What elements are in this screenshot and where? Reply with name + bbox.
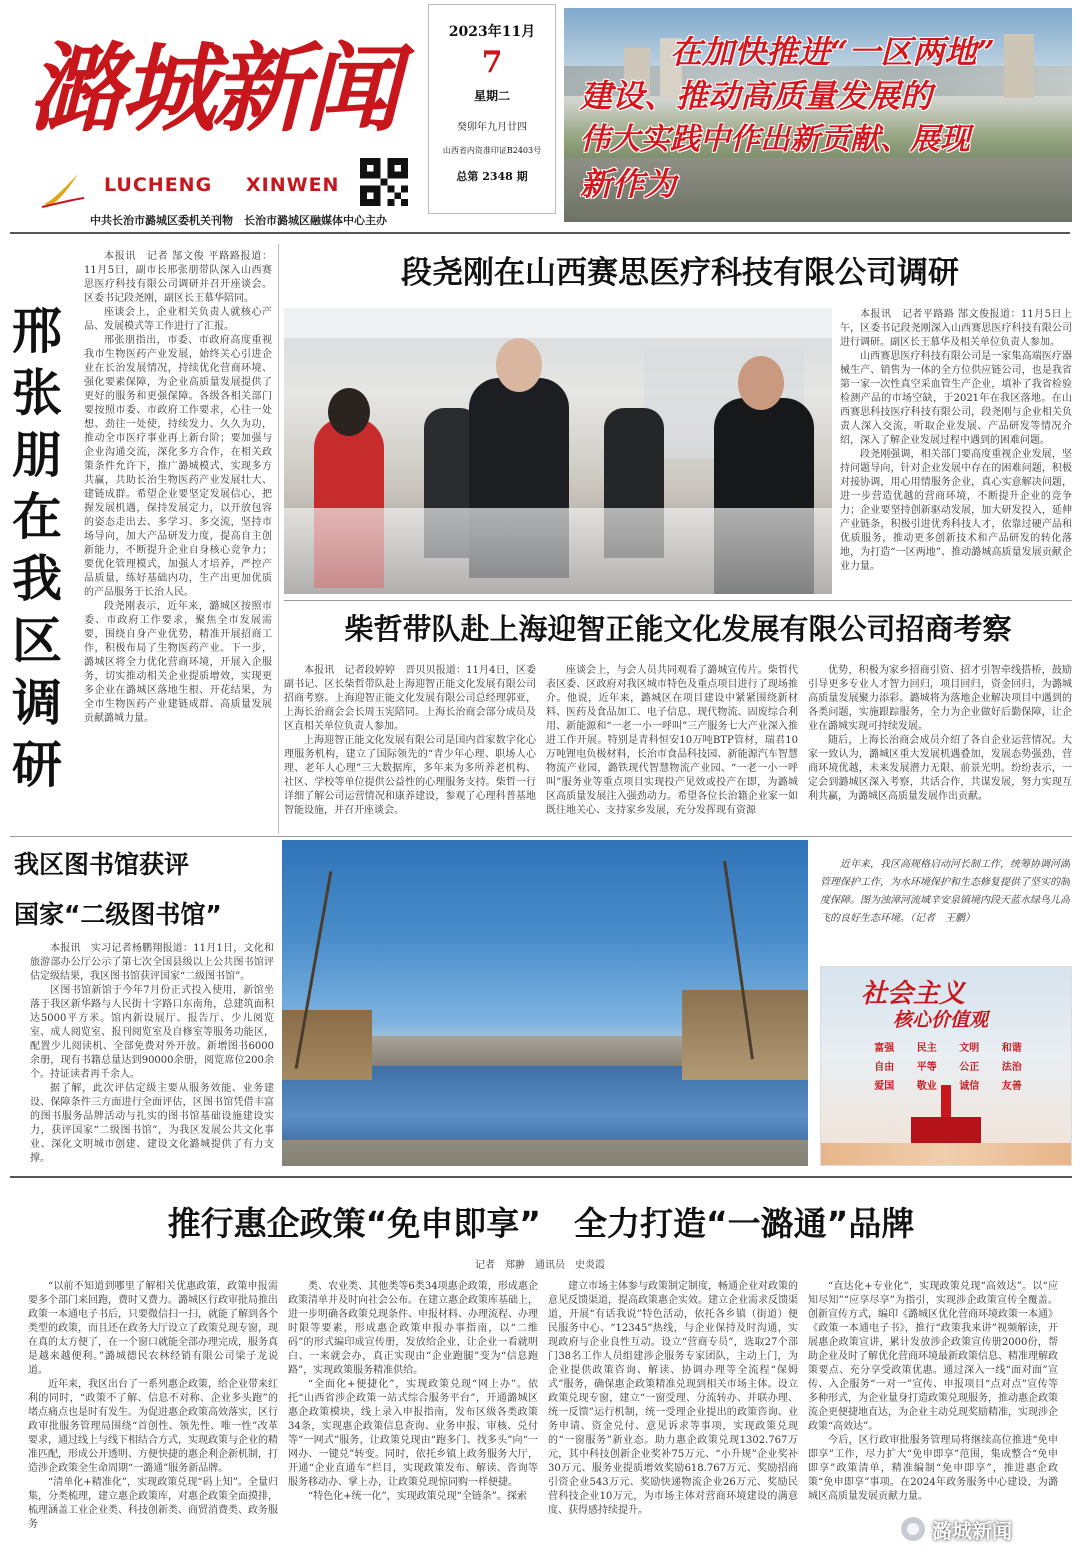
column-divider — [278, 244, 279, 834]
article-bottom-paragraph: 建立市场主体参与政策制定制度，畅通企业对政策的意见反馈渠道，提高政策惠企实效。建立企业需求反馈渠道，开展“有话我说”特色活动，依托各乡镇（街道）便民服务中心、“12345”热线，与企业保持及时沟通，实现政府与企业良性互动。设立“营商专员”，选取27个部门38名工作人员组建涉企服务专家团队，主动上门，为企业提供政策咨询、解读、协调办理等全流程“保姆式”服务，确保惠企政策精准兑现到相关市场主体。设立政策兑现专窗，建立“一窗受理、分流转办、并联办理、统一反馈”运行机制，统一受理企业提出的政策咨询、业务申请、资金兑付、意见诉求等事项，实现政策兑现的“一窗服务”新业态。助力惠企政策兑现1302.767万元，其中科技创新企业奖补75万元、“小升规”企业奖补30万元、服务业提质增效奖励618.767万元、奖励招商引资企业543万元、奖励快递物流企业26万元、奖励民营科技企业10万元，为市场主体对营商环境建设的满意度、获得感持续提升。 — [548, 1281, 798, 1516]
article-left-paragraph: 座谈会上，企业相关负责人就核心产品、发展模式等工作进行了汇报。 — [84, 307, 272, 332]
article-bottom-headline: 推行惠企政策“免申即享” 全力打造“一潞通”品牌 — [167, 1204, 915, 1243]
banner-line-3: 伟大实践中作出新贡献、展现 — [580, 122, 970, 157]
article-bottom-byline: 记者 郑翀 通讯员 史炎霞 — [475, 1260, 605, 1271]
core-value-word: 爱国 — [874, 1081, 895, 1092]
masthead-divider — [10, 232, 1070, 234]
article-left-body — [84, 250, 272, 830]
banner-slogan — [580, 30, 1070, 206]
core-values-poster — [820, 966, 1072, 1166]
article-chai-col-2 — [546, 664, 798, 832]
date-box — [428, 4, 556, 214]
core-value-word: 文明 — [959, 1043, 980, 1054]
watermark — [900, 1512, 1070, 1546]
article-duan-photo — [284, 308, 832, 594]
banner-line-4: 新作为 — [580, 165, 677, 203]
masthead-sponsor: 中共长治市潞城区委机关刊物 长治市潞城区融媒体中心主办 — [90, 214, 387, 227]
article-chai-col-3 — [808, 664, 1072, 832]
article-left-headline: 邢张朋在我区调研 — [12, 302, 62, 794]
article-left-paragraph: 本报讯 记者 郜文俊 平路路报道：11月5日，副市长邢张朋带队深入山西赛思医疗科技有限公司调研并召开座谈会。区委书记段尧刚，副区长王慕华陪同。 — [84, 251, 272, 304]
date-day: 7 — [481, 45, 503, 80]
article-bottom-paragraph: “以前不知道到哪里了解相关优惠政策，政策申报需要多个部门来回跑，费时又费力。潞城区行政审批局推出政策一本通电子书后，只要微信扫一扫，就能了解到各个类型的政策，而且还在政务大厅设立了政策兑现专窗，现在真的太方便了，在一个窗口就能全部办理完成，服务真是越来越便利。”潞城德民农林经销有限公司梁子龙说道。 — [28, 1281, 278, 1376]
article-library-headline-line-2: 国家“二级图书馆” — [14, 900, 222, 929]
article-bottom-paragraph: 今后，区行政审批服务管理局将继续高位推进“免申即享”工作，尽力扩大“免申即享”范围，集成整合“免申即享”政策清单，精准编制“免申即享”，推进惠企政策“免申即享”事项。在2024年政务服务中心建设，为潞城区高质量发展贡献力量。 — [808, 1435, 1058, 1502]
masthead-pinyin-right: XINWEN — [246, 174, 340, 196]
article-chai-col-1 — [284, 664, 536, 832]
article-duan-paragraph: 本报讯 记者平路路 郜文俊报道：11月5日上午，区委书记段尧刚深入山西赛思医疗科技有限公司进行调研。副区长王慕华及相关单位负责人参加。 — [840, 309, 1072, 348]
article-library-headline — [14, 840, 274, 940]
article-left-paragraph: 邢张朋指出，市委、市政府高度重视我市生物医药产业发展，始终关心引进企业在长治发展情况，持续优化营商环境、强化要素保障，为企业高质量发展提供了更好的服务和更强保障。各级各相关部门要按照市委、市政府工作要求，心往一处想、劲往一处使，持续发力、久久为功，推动全市医疗事业再上新台阶；要加强与企业沟通交流，深化多方合作，在相关政策条件允许下，推广潞城模式，实现多方共赢，共助长治生物医药产业发展壮大、建链成群。希望企业要坚定发展信心，把握发展机遇，保持发展定力，以开放包容的姿态走出去、多学习、多交流，坚持市场导向，加大产品研发力度，提高自主创新能力，不断提升企业自身核心竞争力；要优化管理模式，加强人才培养，严控产品质量，练好基础内功，生产出更加优质的产品服务于长治人民。 — [84, 335, 272, 598]
article-bottom-col-4 — [808, 1280, 1058, 1548]
masthead-pinyin-left: LUCHENG — [104, 174, 213, 196]
core-value-word: 自由 — [874, 1062, 895, 1073]
section-divider — [284, 600, 1072, 601]
article-bottom-paragraph: “特色化+统一化”，实现政策兑现“全链条”。探索 — [308, 1491, 527, 1502]
masthead-title: 潞城新闻 — [28, 32, 396, 145]
core-value-word: 和谐 — [1001, 1043, 1022, 1054]
core-value-word: 公正 — [959, 1062, 980, 1073]
article-library-paragraph: 本报讯 实习记者杨鹏翔报道：11月1日，文化和旅游部办公厅公示了第七次全国县级以上公共图书馆评估定级结果，我区图书馆获评国家“二级图书馆”。 — [30, 943, 274, 982]
date-weekday: 星期二 — [473, 89, 510, 103]
core-value-word: 法治 — [1001, 1062, 1022, 1073]
core-value-word: 敬业 — [916, 1081, 937, 1092]
article-bottom-paragraph: 类、农业类、其他类等6类34项惠企政策，形成惠企政策清单并及时向社会公布。在建立惠企政策库基础上，进一步明确各政策兑现条件、申报材料、办理流程、办理时限等要素，形成惠企政策申报办事指南，以“二维码”的形式编印成宣传册，发放给企业，让企业一看就明白、一来就会办，真正实现由“企业跑腿”变为“信息跑路”，实现政策服务精准供给。 — [288, 1281, 538, 1376]
article-duan-headline: 段尧刚在山西赛思医疗科技有限公司调研 — [401, 255, 959, 291]
article-duan-paragraph: 段尧刚强调，相关部门要高度重视企业发展，坚持问题导向，针对企业发展中存在的困难问题，积极对接协调，用心用情服务企业，真心实意解决问题，进一步营造优越的营商环境，不断提升企业的竞争力；企业要坚持创新驱动发展，加大研发投入，延伸产业链条，积极引进优秀科技人才，依靠过硬产品和优质服务，推动更多创新技术和产品研发的转化落地，为打造“一区两地”、推动潞城高质量发展贡献企业力量。 — [840, 449, 1072, 572]
masthead — [0, 0, 1080, 232]
banner-line-1: 在加快推进“一区两地” — [670, 33, 995, 71]
watermark-text: 潞城新闻 — [932, 1518, 1012, 1543]
core-values-title-1: 社会主义 — [861, 979, 966, 1009]
article-chai-paragraph: 随后，上海长治商会成员介绍了各自企业运营情况。大家一致认为，潞城区重大发展机遇叠加，发展态势强劲，营商环境优越，未来发展潜力无限、前景光明。纷纷表示，一定会到潞城区深入考察，共话合作，共谋发展，努力实现互利共赢，为潞城区高质量发展作出贡献。 — [808, 735, 1072, 802]
date-lunar: 癸卯年九月廿四 — [457, 122, 527, 133]
watermark-icon — [900, 1516, 926, 1542]
article-duan-paragraph: 山西赛思医疗科技有限公司是一家集高端医疗器械生产、销售为一体的全方位供应链公司，也是我省第一家一次性真空采血管生产企业，填补了我省检验检测产品的市场空缺，于2021年在我区落地。在山西赛思科技医疗科技有限公司，段尧刚与企业相关负责人深入交流，听取企业发展、产品研发等情况介绍，深入了解企业发展过程中遇到的困难问题。 — [840, 351, 1072, 446]
core-value-word: 平等 — [916, 1062, 937, 1073]
article-bottom-paragraph: “清单化+精准化”，实现政策兑现“码上知”。全量归集，分类梳理，建立惠企政策库，对惠企政策全面摸排，梳理涵盖工业企业类、科技创新类、商贸消费类、政务服务 — [28, 1477, 278, 1530]
article-bottom-paragraph: 近年来，我区出台了一系列惠企政策，给企业带来红利的同时，“政策不了解、信息不对称、企业多头跑”的堵点痛点也是时有发生。为促进惠企政策高效落实，区行政审批服务管理局围绕“首创性、领先性、唯一性”改革要求，通过线上与线下相结合方式，实现政策与企业的精准匹配，形成公开透明、方便快捷的惠企利企新机制，打造涉企政策全生命周期“一潞通”服务新品牌。 — [28, 1379, 278, 1474]
qr-code-icon — [360, 158, 408, 206]
issue-number: 总第 2348 期 — [456, 170, 528, 183]
photo-caption: 近年来，我区高规格启动河长制工作，统筹协调河湖管理保护工作，为水环境保护和生态修复提供了坚实的制度保障。图为浊漳河流域辛安泉镇境内段天蓝水绿鸟儿高飞的良好生态环境。（记者 王鹏） — [820, 859, 1070, 924]
article-chai-paragraph: 上海迎智正能文化发展有限公司是国内首家数字化心理服务机构，建立了国际领先的“青少年心理、职场人心理、老年人心理”三大数据库，多年来为多所养老机构、社区、学校等单位提供公益性的心理服务支持。柴哲一行详细了解公司运营情况和康养建设，参观了心理科普基地智能设施，并召开座谈会。 — [284, 735, 536, 816]
article-bottom-paragraph: “直达化+专业化”，实现政策兑现“高效达”。以“应知尽知”“应享尽享”为指引，实现涉企政策宣传全覆盖。创新宣传方式，编印《潞城区优化营商环境政策一本通》《政策一本通电子书》，推行“政策我来讲”视频解读，开展惠企政策宣讲，累计发放涉企政策宣传册2000份，帮助企业及时了解优化营商环境最新政策信息、精准理解政策要点、充分享受政策优惠。通过深入一线“面对面”宣传、入企服务“一对一”宣传、申报项目“点对点”宣传等多种形式，为企业量身打造政策兑现服务，推动惠企政策流企更便捷地直达，为企业主动兑现奖励精准，实现涉企政策“高效达”。 — [808, 1281, 1058, 1432]
article-library-paragraph: 据了解，此次评估定级主要从服务效能、业务建设、保障条件三方面进行全面评估，区图书馆凭借丰富的图书服务品牌活动与扎实的图书馆基础设施建设实力，获评国家“二级图书馆”，为我区发展公共文化事业、深化文明城市创建、建设文化潞城提供了有力支撑。 — [30, 1083, 274, 1164]
article-library-body — [30, 942, 274, 1166]
article-bottom-col-1 — [28, 1280, 278, 1548]
article-chai-paragraph: 优势，积极为家乡招商引资、招才引智牵线搭桥，鼓励引导更多专业人才智力回归，项目回归，资金回归，为潞城高质量发展聚力添彩。潞城将为落地企业解决项目中遇到的各类问题，实施跟踪服务，全力为企业做好后勤保障，让企业在潞城实现可持续发展。 — [808, 665, 1072, 732]
article-bottom-col-2 — [288, 1280, 538, 1548]
section-divider — [10, 836, 1072, 837]
article-chai-paragraph: 座谈会上，与会人员共同观看了潞城宣传片。柴哲代表区委、区政府对我区城市特色及重点项目进行了现场推介。他说，近年来，潞城区在项目建设中紧紧围绕新材料、医药及食品加工、电子信息、现代物流、固废综合利用、新能源和“一老一小一呼叫”三产服务七大产业深入推进工作开展。特别是青科恒安10万吨BTP管材，瑞君10万吨锂电负极材料，长治市食品科技园、新能源汽车智慧物流产业园，潞铁现代智慧物流产业园、“一老一小一呼叫”服务业等重点项目实现投产见效或投产在即，为潞城区高质量发展注入强劲动力。希望各位长治籍企业家一如既往地关心、支持家乡发展，充分发挥现有资源 — [546, 665, 798, 816]
license-number: 山西省内资准印证B2403号 — [442, 146, 542, 155]
section-divider — [10, 1176, 1072, 1178]
core-value-word: 富强 — [874, 1043, 895, 1054]
core-value-word: 诚信 — [959, 1081, 980, 1092]
logo-icon — [40, 170, 86, 210]
article-chai-headline: 柴哲带队赴上海迎智正能文化发展有限公司招商考察 — [344, 612, 1012, 646]
article-library-paragraph: 区图书馆新馆于今年7月份正式投入使用，新馆坐落于我区新华路与人民街十字路口东南角，总建筑面积达5000平方米。馆内新设展厅、报告厅、少儿阅览室、成人阅览室、报刊阅览室及自修室等服务功能区，配置少儿阅读机、全部免费对外开放。新增图书6000余册，现有书籍总量达到90000余册，阅览席位200余个。持证读者再千余人。 — [30, 985, 274, 1080]
core-values-title-2: 核心价值观 — [893, 1009, 989, 1031]
article-chai-paragraph: 本报讯 记者段婷婷 晋贝贝报道：11月4日，区委副书记、区长柴哲带队赴上海迎智正能文化发展有限公司招商考察。上海迎智正能文化发展有限公司总经理郭亚，上海长治商会会长周玉宪陪同。上海长治商会部分成员及区直相关单位负责人参加。 — [284, 665, 536, 732]
article-duan-body — [840, 308, 1072, 594]
banner-line-2: 建设、推动高质量发展的 — [580, 77, 933, 115]
date-year-month: 2023年11月 — [448, 24, 536, 40]
river-landscape-photo — [282, 840, 808, 1166]
article-library-headline-line-1: 我区图书馆获评 — [14, 850, 190, 879]
core-value-word: 民主 — [916, 1043, 937, 1054]
article-bottom-paragraph: “全面化+便捷化”，实现政策兑现“网上办”。依托“山西省涉企政策一站式综合服务平台”，开通潞城区惠企政策模块，线上录入申报指南，发布区级各类政策34条，实现惠企政策信息查询、业务申报、审核、兑付等“一网式”服务，让政策兑现由“跑多门、找多头”向“一网办、一键兑”转变。同时，依托乡镇上政务服务大厅，开通“企业直通车”栏目，实现政策发布、解读、咨询等服务移动办、掌上办，让政策兑现惊同购一样便捷。 — [288, 1379, 538, 1488]
core-value-word: 友善 — [1001, 1081, 1022, 1092]
article-bottom-col-3 — [548, 1280, 798, 1548]
article-left-paragraph: 段尧刚表示，近年来，潞城区按照市委、市政府工作要求，聚焦全市发展需要，围绕自身产业优势，精准开展招商工作，积极布局了生物医药产业。下一步，潞城区将全力优化营商环境，开展入企服务，切实推动相关企业提质增效，实现更多企业在潞城区落地生根、开花结果，为全市生物医药产业建链成群、高质量发展贡献潞城力量。 — [84, 601, 272, 724]
